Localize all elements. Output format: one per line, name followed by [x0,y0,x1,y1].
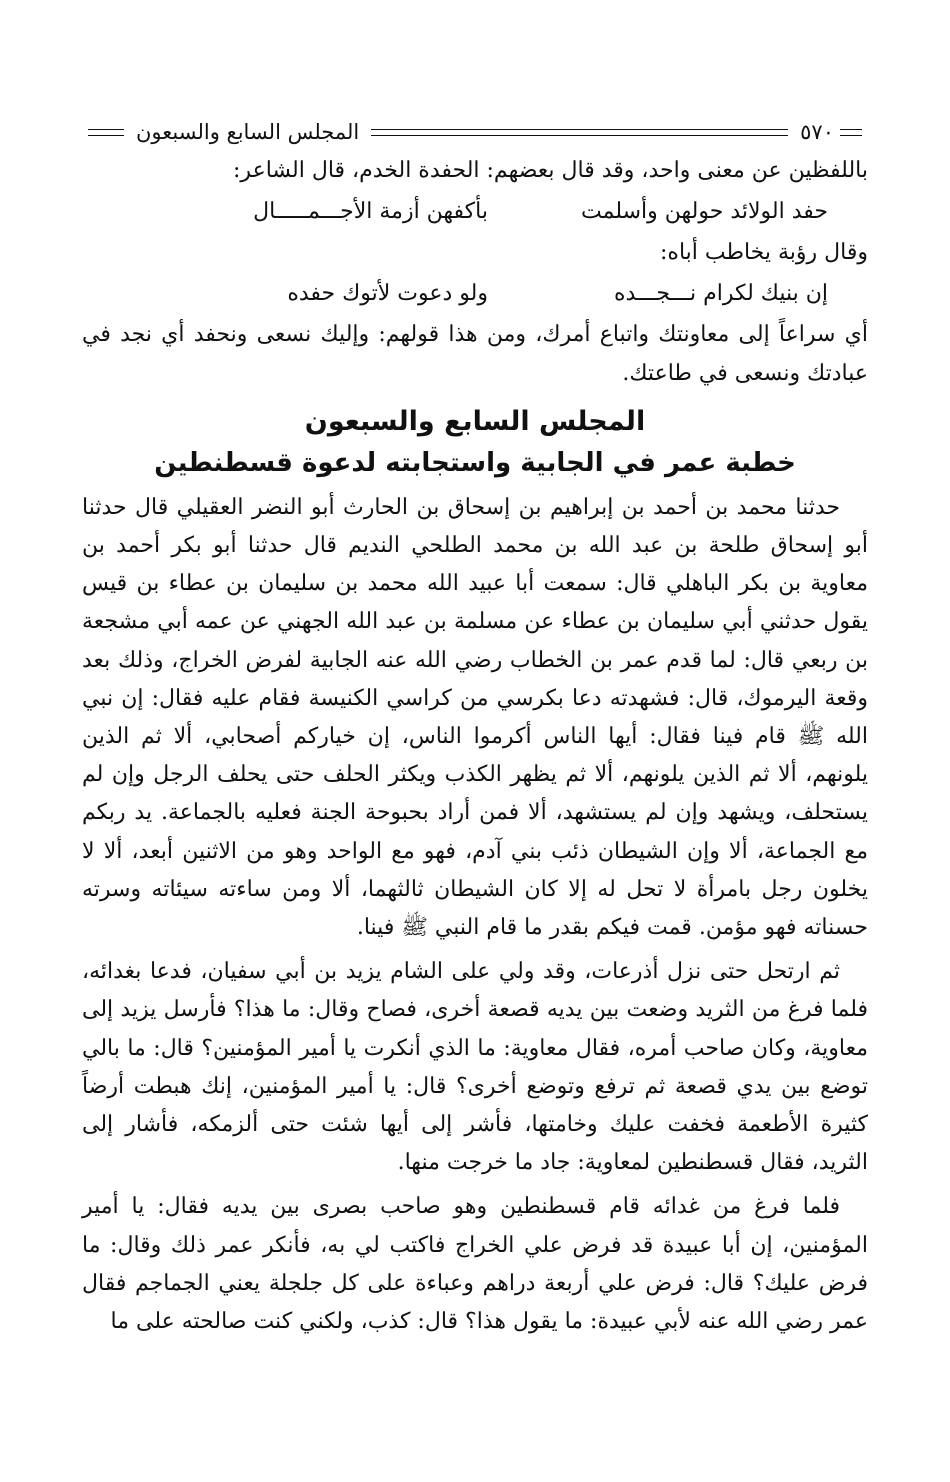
document-page [82,112,868,1341]
header-rule-middle [371,129,788,136]
intro-paragraph: باللفظين عن معنى واحد، وقد قال بعضهم: الحفدة الخدم، قال الشاعر: [233,158,868,183]
body-paragraph: ثم ارتحل حتى نزل أذرعات، وقد ولي على الشام يزيد بن أبي سفيان، فدعا بغدائه، فلما فرغ من الثريد وضعت بين يديه قصعة أخرى، فصاح وقال: ما هذا؟ فأرسل يزيد إلى معاوية، وكان صاحب أمره، فقال معاوية: ما الذي أنكرت يا أمير المؤمنين؟ قال: ما بالي توضع بين يدي قصعة ثم ترفع وتوضع أخرى؟ قال: يا أمير المؤمنين، إنك هبطت أرضاً كثيرة الأطعمة فخفت عليك وخامتها، فأشر إلى أيها شئت حتى ألزمكه، فأشار إلى الثريد، فقال قسطنطين لمعاوية: جاد ما خرجت منها. [82,959,868,1176]
header-rule-right [840,129,862,136]
poem-verse [82,190,868,234]
verse-first-hemistich: إن بنيك لكرام نـــجـــده [614,281,828,307]
page-number: ٥٧٠ [800,120,834,144]
running-title: المجلس السابع والسبعون [136,120,360,144]
running-header [82,112,868,152]
header-rule-left [88,129,124,136]
verse-first-hemistich: حفد الولائد حولهن وأسلمت [581,199,828,225]
section-subtitle: خطبة عمر في الجابية واستجابته لدعوة قسطنطين [154,447,796,478]
intro-paragraph: وقال رؤبة يخاطب أباه: [660,240,868,266]
verse-second-hemistich: ولو دعوت لأتوك حفده [287,281,488,307]
intro-paragraph: أي سراعاً إلى معاونتك واتباع أمرك، ومن هذا قولهم: وإليك نسعى ونحفد أي نجد في عبادتك ونسعى في طاعتك. [82,322,868,386]
poem-verse [82,272,868,316]
body-paragraph: حدثنا محمد بن أحمد بن إبراهيم بن إسحاق بن الحارث أبو النضر العقيلي قال حدثنا أبو إسحاق طلحة بن عبد الله بن محمد الطلحي النديم قال حدثنا أبو بكر أحمد بن معاوية بن بكر الباهلي قال: سمعت أبا عبيد الله محمد بن سليمان بن عطاء بن قيس يقول حدثني أبي سليمان بن عطاء عن مسلمة بن عبد الله الجهني عن عمه أبي مشجعة بن ربعي قال: لما قدم عمر بن الخطاب رضي الله عنه الجابية لفرض الخراج، وذلك بعد وقعة اليرموك، قال: فشهدته دعا بكرسي من كراسي الكنيسة فقام عليه فقال: إن نبي الله ﷺ قام فينا فقال: أيها الناس أكرموا الناس، إن خياركم أصحابي، ألا ثم الذين يلونهم، ألا ثم الذين يلونهم، ألا ثم يظهر الكذب ويكثر الحلف حتى يحلف الرجل وإن لم يستحلف، ويشهد وإن لم يستشهد، ألا فمن أراد بحبوحة الجنة فعليه بالجماعة. يد ربكم مع الجماعة، ألا وإن الشيطان ذئب بني آدم، فهو مع الواحد وهو من الاثنين أبعد، ألا لا يخلون رجل بامرأة لا تحل له إلا كان الشيطان ثالثهما، ألا ومن ساءته سيئاته وسرته حسناته فهو مؤمن. قمت فيكم بقدر ما قام النبي ﷺ فينا. [82,494,868,941]
section-title: المجلس السابع والسبعون [304,405,646,437]
verse-second-hemistich: بأكفهن أزمة الأجـــمـــــال [253,199,488,225]
body-paragraph: فلما فرغ من غدائه قام قسطنطين وهو صاحب بصرى بين يديه فقال: يا أمير المؤمنين، إن أبا عبيدة قد فرض علي الخراج فاكتب لي به، فأنكر عمر ذلك وقال: ما فرض عليك؟ قال: فرض علي أربعة دراهم وعباءة على كل جلجلة يعني الجماجم فقال عمر رضي الله عنه لأبي عبيدة: ما يقول هذا؟ قال: كذب، ولكني كنت صالحته على ما [82,1194,868,1335]
